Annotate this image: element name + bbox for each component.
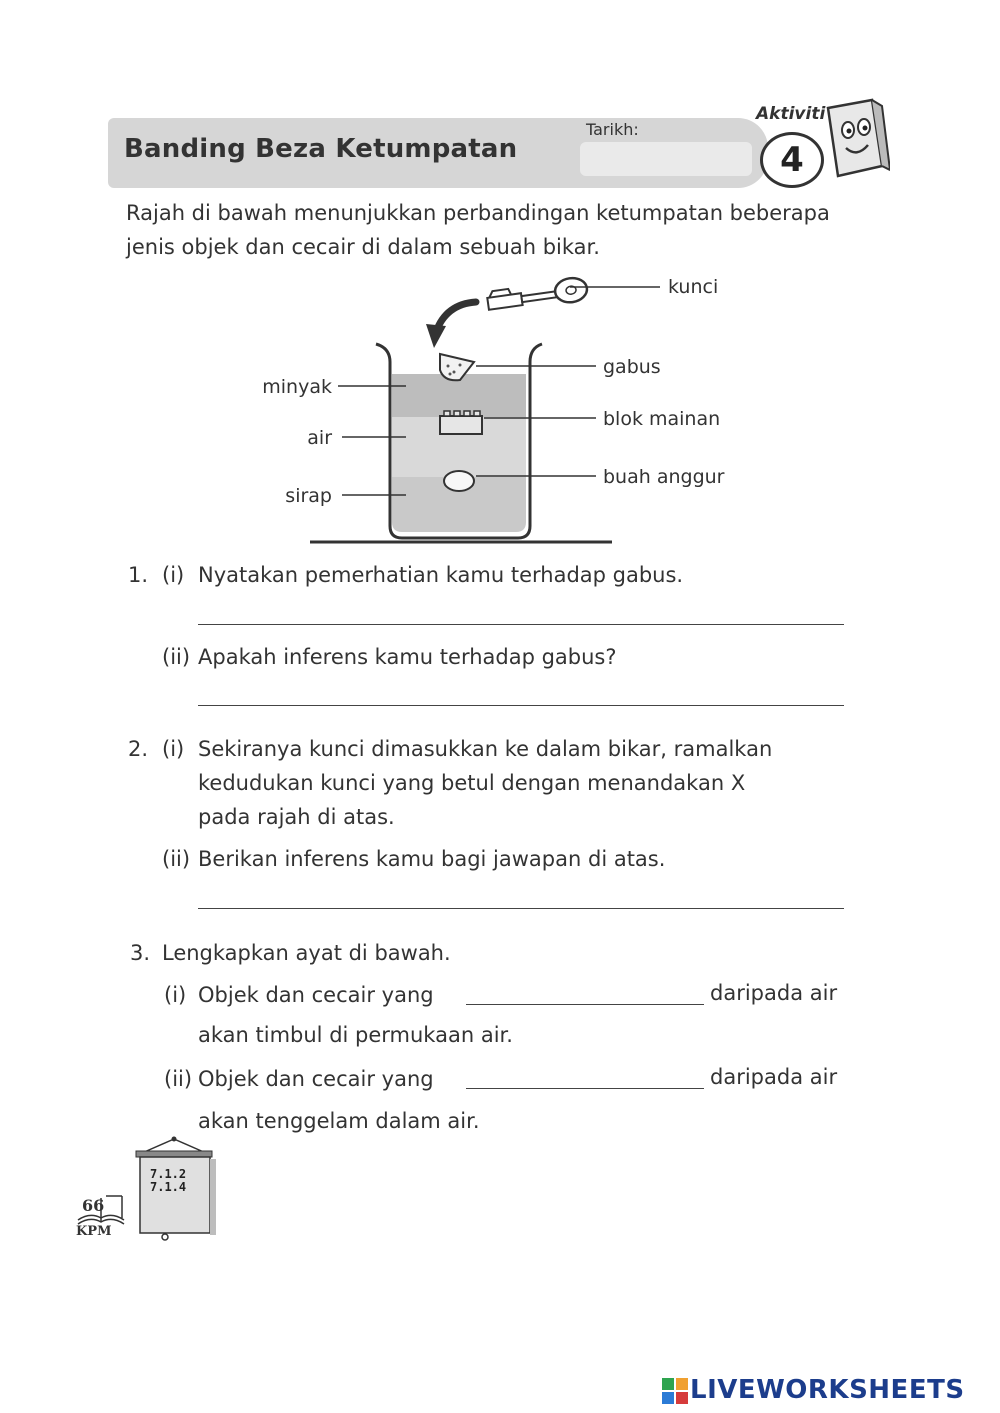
label-sirap: sirap — [285, 485, 332, 507]
q1-ii-answer-line[interactable] — [198, 705, 844, 706]
label-minyak: minyak — [262, 376, 332, 398]
q3-i-text-a: Objek dan cecair yang — [198, 983, 434, 1007]
q1-i-answer-line[interactable] — [198, 624, 844, 625]
page-number: 66 — [82, 1196, 105, 1215]
label-air: air — [307, 427, 332, 449]
q2-ii-answer-line[interactable] — [198, 908, 844, 909]
q1-ii-text: Apakah inferens kamu terhadap gabus? — [198, 645, 617, 669]
q3-i-text-b: daripada air — [710, 981, 838, 1005]
q3-ii-tag: (ii) — [164, 1067, 193, 1091]
date-field[interactable] — [580, 142, 752, 176]
standard-codes — [150, 1168, 186, 1194]
label-blok-mainan: blok mainan — [603, 408, 721, 430]
code-1: 7.1.2 — [150, 1167, 187, 1181]
q2-number: 2. — [128, 737, 149, 761]
q3-ii-text-a: Objek dan cecair yang — [198, 1067, 434, 1091]
q1-ii-tag: (ii) — [162, 645, 191, 669]
q1-number: 1. — [128, 563, 149, 587]
book-mascot-icon — [810, 96, 890, 196]
label-gabus: gabus — [603, 356, 661, 378]
q2-i-line3: pada rajah di atas. — [198, 805, 395, 829]
q3-i-blank[interactable] — [466, 1004, 704, 1005]
q3-i-tag: (i) — [164, 983, 187, 1007]
grape-icon — [444, 471, 474, 491]
q2-i-line1: Sekiranya kunci dimasukkan ke dalam bikar, ramalkan — [198, 737, 773, 761]
activity-number: 4 — [760, 132, 824, 188]
q2-i-tag: (i) — [162, 737, 185, 761]
code-2: 7.1.4 — [150, 1180, 187, 1194]
q3-ii-text-c: akan tenggelam dalam air. — [198, 1109, 480, 1133]
q2-ii-text: Berikan inferens kamu bagi jawapan di atas. — [198, 847, 666, 871]
q2-i-line2: kedudukan kunci yang betul dengan menandakan X — [198, 771, 746, 795]
label-buah-anggur: buah anggur — [603, 466, 725, 488]
beaker-diagram[interactable] — [240, 270, 800, 560]
q2-ii-tag: (ii) — [162, 847, 191, 871]
q1-i-tag: (i) — [162, 563, 185, 587]
q1-i-text: Nyatakan pemerhatian kamu terhadap gabus. — [198, 563, 684, 587]
q3-ii-text-b: daripada air — [710, 1065, 838, 1089]
date-label: Tarikh: — [586, 120, 639, 139]
q3-i-text-c: akan timbul di permukaan air. — [198, 1023, 513, 1047]
q3-ii-blank[interactable] — [466, 1088, 704, 1089]
key-icon — [486, 276, 588, 314]
page-title: Banding Beza Ketumpatan — [124, 134, 518, 164]
liveworksheets-logo-icon — [662, 1378, 688, 1404]
q3-text: Lengkapkan ayat di bawah. — [162, 941, 451, 965]
liveworksheets-watermark[interactable]: LIVEWORKSHEETS — [690, 1375, 965, 1405]
publisher: KPM — [76, 1224, 112, 1239]
intro-text: Rajah di bawah menunjukkan perbandingan ketumpatan beberapa jenis objek dan cecair di dalam sebuah bikar. — [126, 201, 830, 259]
q3-number: 3. — [130, 941, 151, 965]
activity-label: Aktiviti — [756, 104, 826, 124]
label-kunci: kunci — [668, 276, 719, 298]
